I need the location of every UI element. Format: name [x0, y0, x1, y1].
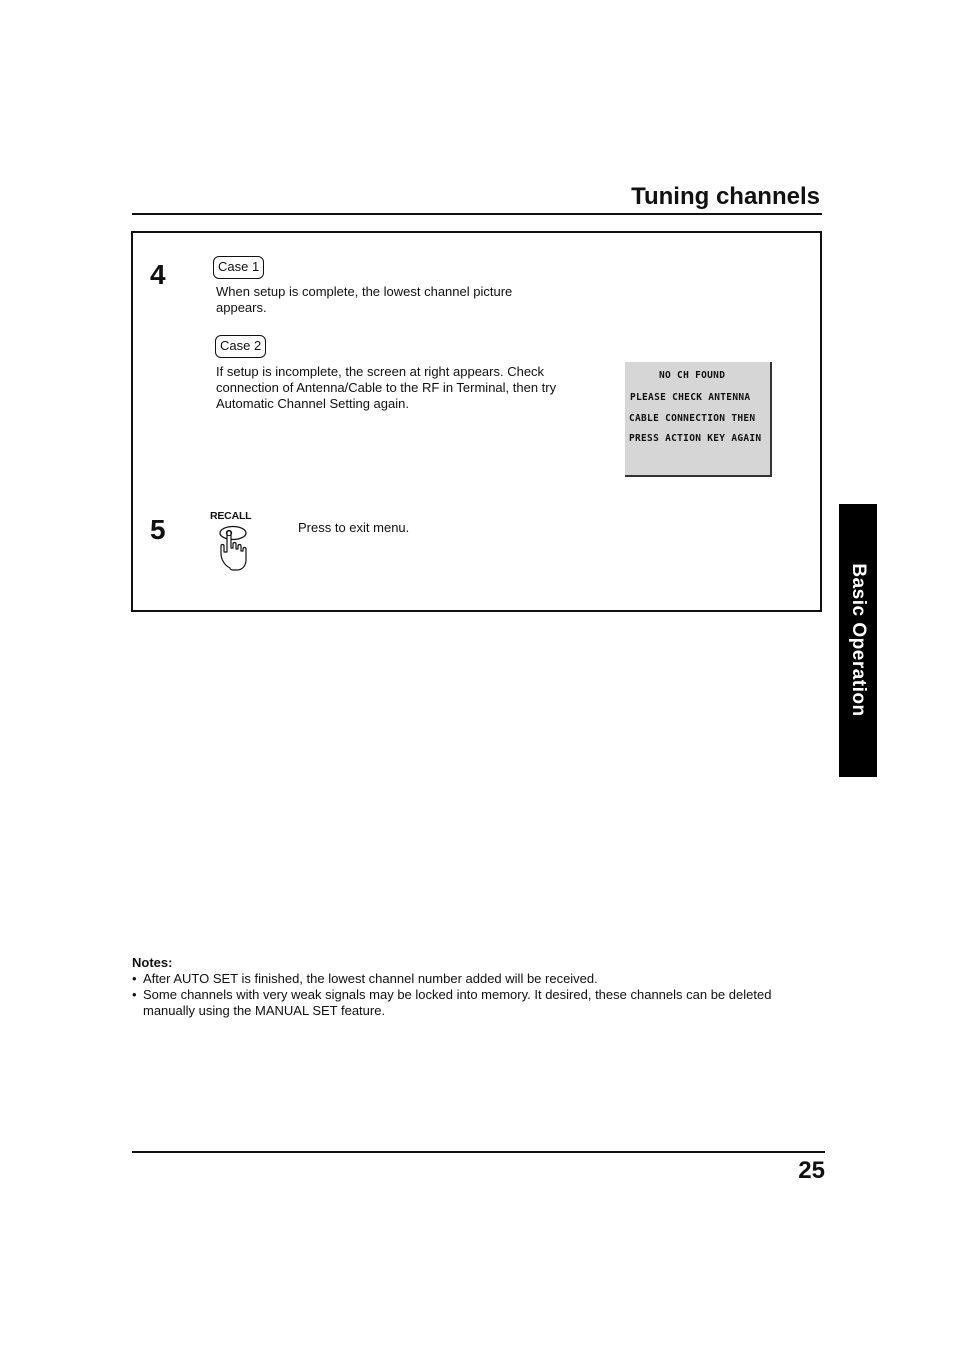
recall-button-label: RECALL: [210, 510, 252, 522]
note-item: [132, 971, 812, 987]
step-5-text: Press to exit menu.: [298, 520, 410, 535]
notes-heading: Notes:: [132, 955, 173, 970]
step-number-5: 5: [150, 514, 166, 545]
screen-line: PLEASE CHECK ANTENNA: [630, 392, 751, 403]
case-1-text: [216, 284, 512, 316]
case-1-badge: Case 1: [213, 256, 264, 279]
note-line: manually using the MANUAL SET feature.: [143, 1003, 386, 1018]
section-tab-label: Basic Operation: [848, 563, 869, 717]
note-item: [132, 987, 812, 1019]
text-line: If setup is incomplete, the screen at right appears. Check: [216, 364, 545, 379]
tv-screen-message: [625, 362, 772, 477]
note-line: Some channels with very weak signals may be locked into memory. It desired, these channels can be deleted: [143, 987, 772, 1002]
footer-rule: [132, 1151, 825, 1153]
text-line: appears.: [216, 300, 267, 315]
bullet: •: [132, 971, 137, 986]
case-2-badge: Case 2: [215, 335, 266, 358]
recall-button-icon: [220, 527, 246, 540]
case-2-text: [216, 364, 556, 412]
screen-line: CABLE CONNECTION THEN: [629, 413, 756, 424]
steps-box: [131, 231, 822, 612]
text-line: Automatic Channel Setting again.: [216, 396, 409, 411]
hand-press-icon: [215, 522, 255, 582]
step-number-4: 4: [150, 259, 166, 290]
screen-line: NO CH FOUND: [659, 370, 726, 381]
bullet: •: [132, 987, 137, 1002]
note-line: After AUTO SET is finished, the lowest channel number added will be received.: [143, 971, 598, 986]
text-line: When setup is complete, the lowest channel picture: [216, 284, 513, 299]
text-line: connection of Antenna/Cable to the RF in Terminal, then try: [216, 380, 557, 395]
page-number: 25: [798, 1157, 825, 1184]
page-title: Tuning channels: [631, 183, 820, 210]
notes-section: [132, 955, 812, 1019]
title-rule: [132, 213, 822, 215]
section-tab: [839, 504, 877, 777]
screen-line: PRESS ACTION KEY AGAIN: [629, 433, 762, 444]
